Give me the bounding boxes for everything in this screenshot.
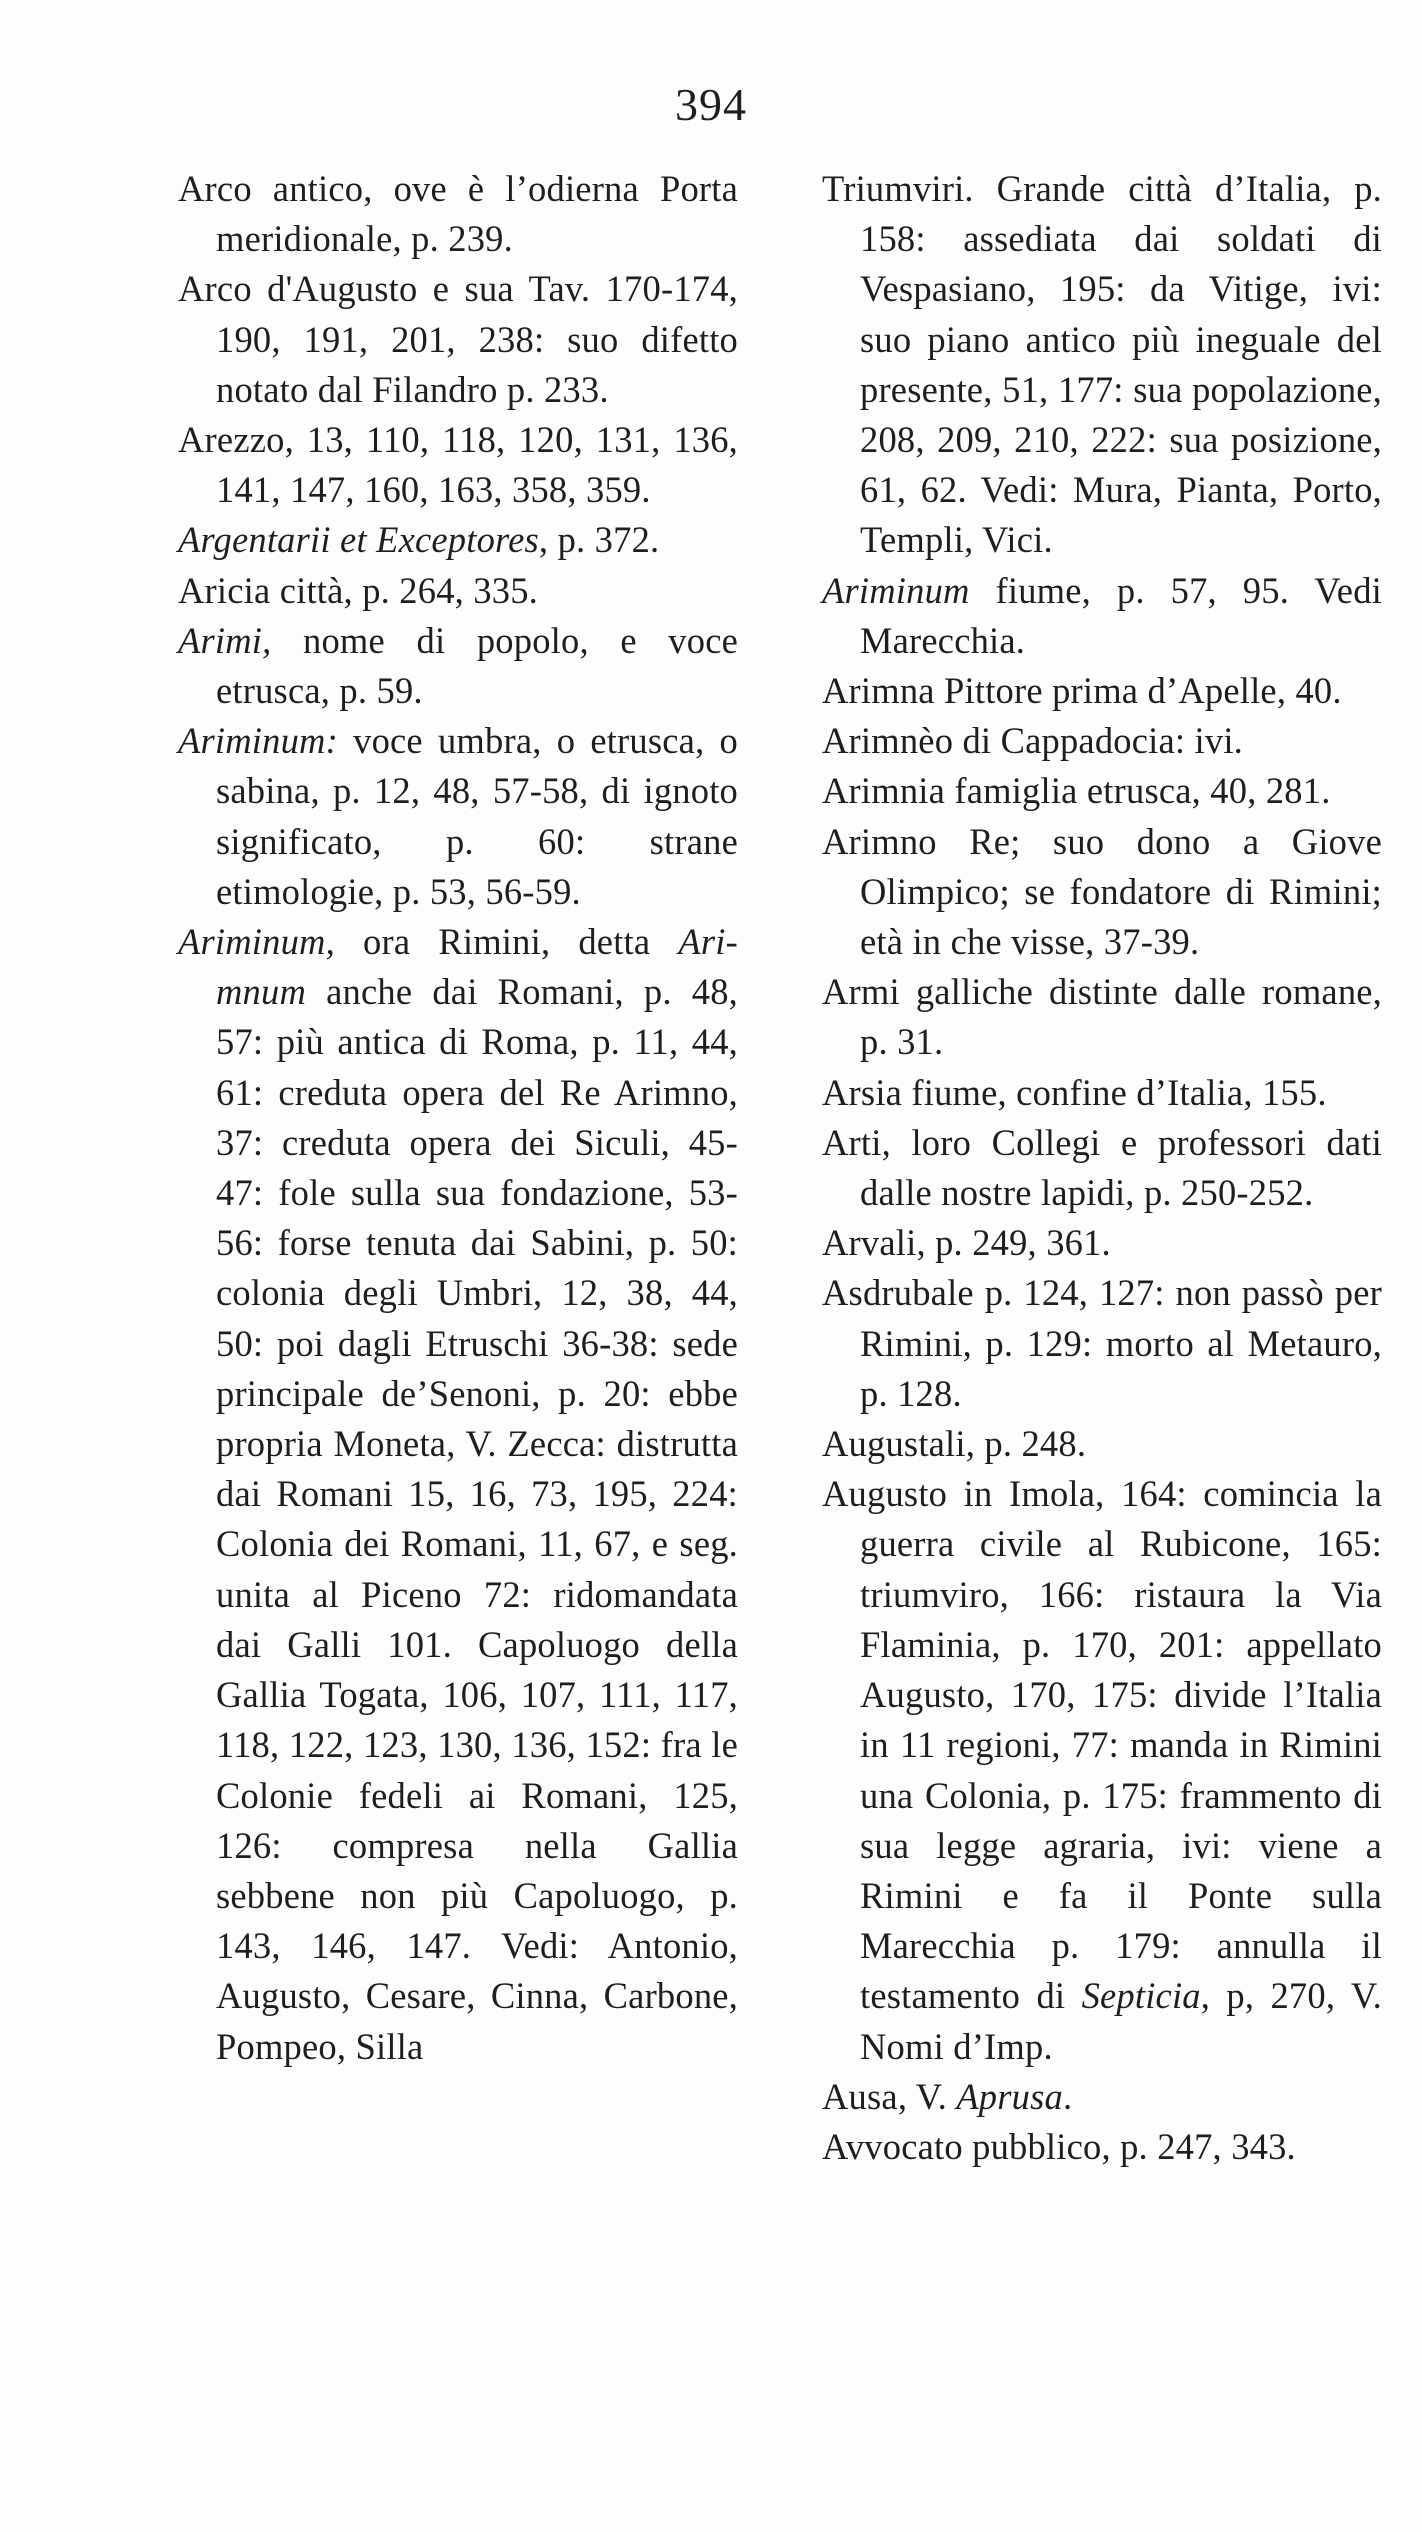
index-entry	[822, 1268, 1382, 1419]
entry-text: voce umbra, o etrusca, o sabina, p. 12, 48, 57-58, di ignoto significato, p. 60: strane etimologie, p. 53, 56-59.	[216, 720, 738, 912]
index-entry	[178, 616, 738, 716]
index-entry	[822, 1419, 1382, 1469]
index-entry	[822, 817, 1382, 968]
index-entry	[822, 766, 1382, 816]
index-entry	[822, 1068, 1382, 1118]
index-entry	[822, 716, 1382, 766]
index-entry	[178, 566, 738, 616]
italic-text: Argentarii et Exceptores	[178, 519, 539, 561]
entry-text: .	[1062, 2075, 1073, 2117]
page-number: 394	[675, 79, 747, 130]
index-entry	[178, 917, 738, 2072]
index-entry	[178, 716, 738, 917]
entry-text: Arimnia famiglia etrusca, 40, 281.	[822, 770, 1331, 812]
italic-text: Ariminum,	[178, 921, 335, 963]
entry-text: Aricia città, p. 264, 335.	[178, 569, 538, 611]
entry-text: , p, 270, V. Nomi d’Imp.	[860, 1975, 1383, 2067]
index-entry	[822, 566, 1382, 666]
entry-text: nome di popolo, e voce etrusca, p. 59.	[216, 619, 738, 712]
index-entry	[178, 164, 738, 264]
entry-text: Armi galliche distinte dalle romane, p. 31.	[822, 971, 1382, 1063]
italic-text: Ariminum:	[178, 720, 338, 762]
index-entry	[822, 666, 1382, 716]
index-entry	[178, 415, 738, 515]
italic-text: Ariminum	[822, 569, 970, 611]
italic-text: Septicia	[1081, 1975, 1201, 2017]
entry-text: anche dai Romani, p. 48, 57: più antica di Roma, p. 11, 44, 61: creduta opera del Re Arimno, 37: creduta opera dei Siculi, 45-47: fole sulla sua fondazione, 53-56: forse tenuta dai Sabini, p. 50: colonia degli Umbri, 12, 38, 44, 50: poi dagli Etruschi 36-38: sede principale de’Senoni, p. 20: ebbe propria Moneta, V. Zecca: distrutta dai Romani 15, 16, 73, 195, 224: Colonia dei Romani, 11, 67, e seg. unita al Piceno 72: ridomandata dai Galli 101. Capoluogo della Gallia Togata, 106, 107, 111, 117, 118, 122, 123, 130, 136, 152: fra le Colonie fedeli ai Romani, 125, 126: compresa nella Gallia sebbene non più Capoluogo, p. 143, 146, 147. Vedi: Antonio, Augusto, Cesare, Cinna, Carbone, Pompeo, Silla	[216, 971, 738, 2067]
entry-text: fiume, p. 57, 95. Vedi Marecchia.	[860, 569, 1382, 661]
entry-text: Arvali, p. 249, 361.	[822, 1222, 1111, 1264]
right-column	[822, 164, 1382, 2172]
entry-text: Arimnèo di Cappadocia: ivi.	[822, 720, 1243, 762]
entry-text: Arsia fiume, confine d’Italia, 155.	[822, 1071, 1327, 1113]
entry-text: Ausa, V.	[822, 2075, 957, 2117]
entry-text: Augusto in Imola, 164: comincia la guerra civile al Rubicone, 165: triumviro, 166: ristaura la Via Flaminia, p. 170, 201: appellato Augusto, 170, 175: divide l’Italia in 11 regioni, 77: manda in Rimini una Colonia, p. 175: frammento di sua legge agraria, ivi: viene a Rimini e fa il Ponte sulla Marecchia p. 179: annulla il testamento di	[822, 1473, 1382, 2017]
index-entry	[822, 2072, 1382, 2122]
entry-text: Triumviri. Grande città d’Italia, p. 158: assediata dai soldati di Vespasiano, 195: da Vitige, ivi: suo piano antico più ineguale del presente, 51, 177: sua popolazione, 208, 209, 210, 222: sua posizione, 61, 62. Vedi: Mura, Pianta, Porto, Templi, Vici.	[822, 168, 1382, 561]
index-entry	[822, 2122, 1382, 2172]
entry-text: ora Rimini, detta	[334, 921, 679, 963]
italic-text: Ari-mnum	[216, 921, 738, 1013]
entry-text: Asdrubale p. 124, 127: non passò per Rimini, p. 129: morto al Metauro, p. 128.	[822, 1272, 1382, 1414]
entry-text: Arco antico, ove è l’odierna Porta meridionale, p. 239.	[178, 168, 738, 260]
entry-text: Arimno Re; suo dono a Giove Olimpico; se fondatore di Rimini; età in che visse, 37-39.	[822, 820, 1382, 963]
index-entry	[822, 1469, 1382, 2071]
index-entry	[822, 967, 1382, 1067]
italic-text: Arimi,	[178, 619, 272, 661]
index-entry	[822, 1218, 1382, 1268]
left-column	[178, 164, 738, 2072]
index-entry	[822, 164, 1382, 566]
entry-text: , p. 372.	[538, 519, 660, 561]
entry-text: Augustali, p. 248.	[822, 1423, 1087, 1465]
index-entry	[178, 264, 738, 415]
index-entry	[822, 1118, 1382, 1218]
entry-text: Arti, loro Collegi e professori dati dalle nostre lapidi, p. 250-252.	[822, 1121, 1382, 1214]
italic-text: Aprusa	[956, 2075, 1063, 2117]
entry-text: Arezzo, 13, 110, 118, 120, 131, 136, 141, 147, 160, 163, 358, 359.	[178, 419, 738, 511]
entry-text: Arco d'Augusto e sua Tav. 170-174, 190, 191, 201, 238: suo difetto notato dal Filandro p. 233.	[178, 268, 738, 410]
entry-text: Avvocato pubblico, p. 247, 343.	[822, 2125, 1296, 2167]
entry-text: Arimna Pittore prima d’Apelle, 40.	[822, 670, 1342, 712]
index-entry	[178, 515, 738, 565]
